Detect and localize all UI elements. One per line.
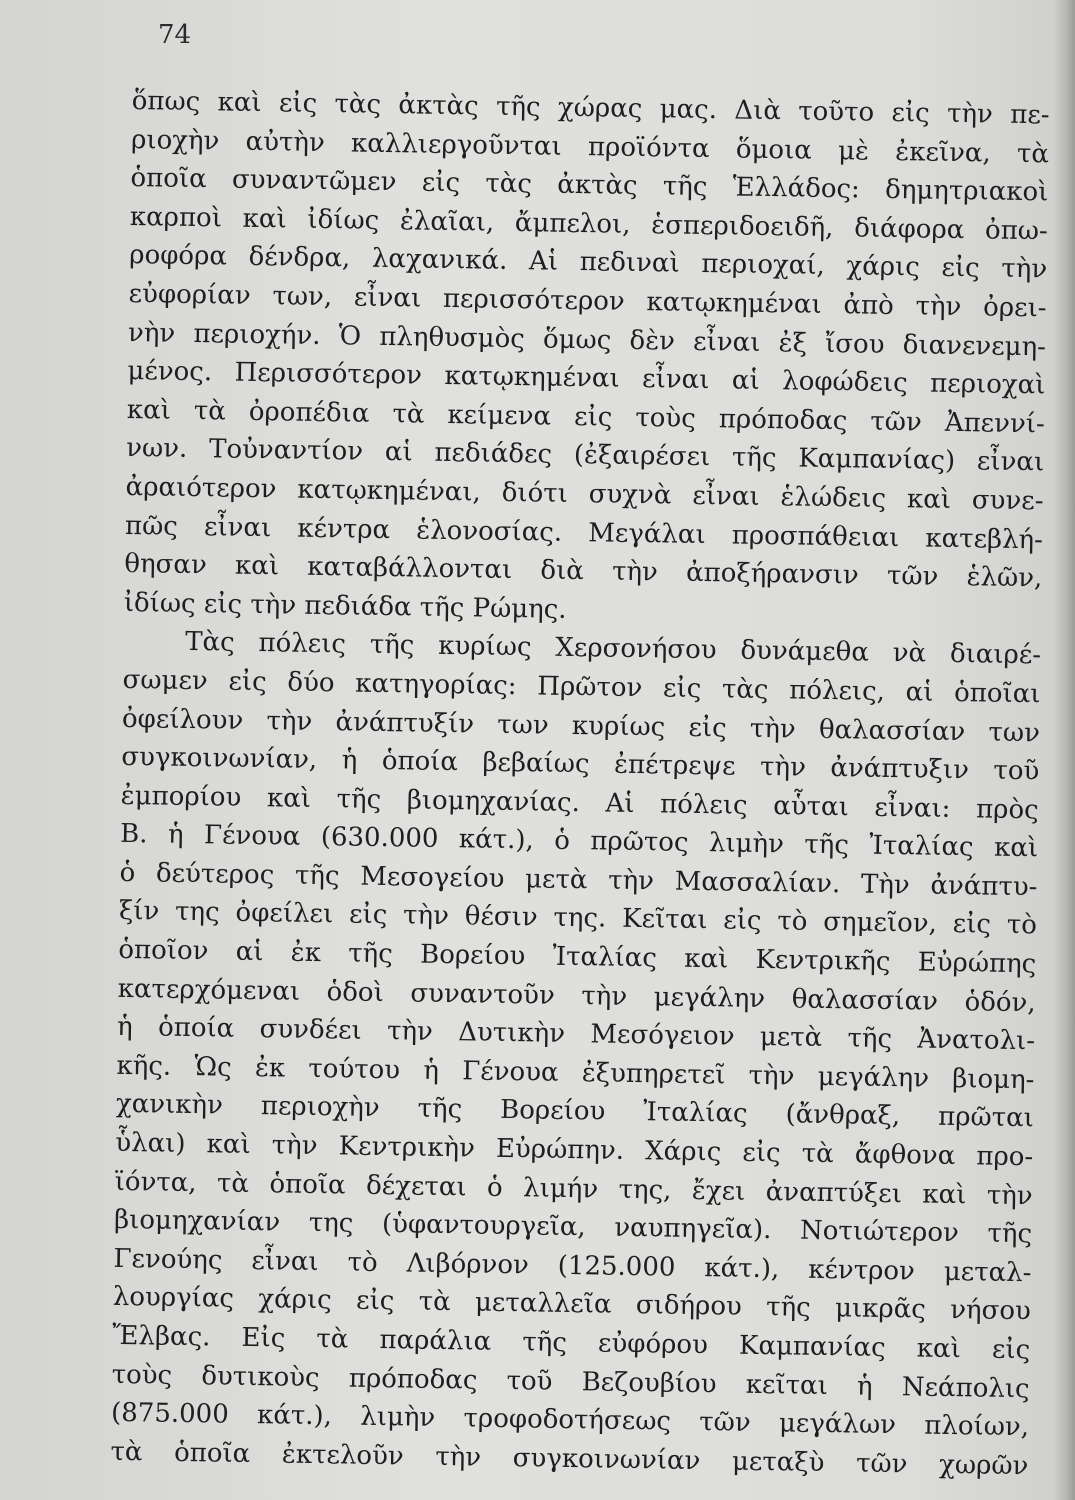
text-line: χανικὴν περιοχὴν τῆς Βορείου Ἰταλίας (ἄνθραξ, πρῶται [115, 1089, 1035, 1134]
text-line: ροφόρα δένδρα, λαχανικά. Αἱ πεδιναὶ περιοχαί, χάρις εἰς τὴν [129, 240, 1048, 285]
text-line: θησαν καὶ καταβάλλονται διὰ τὴν ἀποξήρανσιν τῶν ἑλῶν, [124, 549, 1043, 594]
text-line: τὰ ὁποῖα ἐκτελοῦν τὴν συγκοινωνίαν μεταξὺ τῶν χωρῶν [110, 1436, 1029, 1482]
text-line: ϊόντα, τὰ ὁποῖα δέχεται ὁ λιμήν της, ἔχει ἀναπτύξει καὶ τὴν [114, 1166, 1033, 1211]
text-line: ὁποῖα συναντῶμεν εἰς τὰς ἀκτὰς τῆς Ἑλλάδος: δημητριακοὶ [130, 163, 1049, 208]
text-line: λουργίας χάρις εἰς τὰ μεταλλεῖα σιδήρου τῆς μικρᾶς νήσου [112, 1282, 1032, 1327]
text-line: ἡ ὁποία συνδέει τὴν Δυτικὴν Μεσόγειον μετὰ τῆς Ἀνατολι- [116, 1012, 1036, 1057]
text-line: ἀραιότερον κατῳκημέναι, διότι συχνὰ εἶναι ἑλώδεις καὶ συνε- [125, 471, 1044, 517]
text-line: καὶ τὰ ὀροπέδια τὰ κείμενα εἰς τοὺς πρόποδας τῶν Ἀπεννί- [126, 394, 1045, 440]
text-line: ἐμπορίου καὶ τῆς βιομηχανίας. Αἱ πόλεις αὗται εἶναι: πρὸς [120, 780, 1039, 826]
text-line: νων. Τοὐναντίον αἱ πεδιάδες (ἐξαιρέσει τῆς Καμπανίας) εἶναι [126, 433, 1045, 478]
text-line: κῆς. Ὡς ἐκ τούτου ἡ Γένουα ἐξυπηρετεῖ τὴν μεγάλην βιομη- [116, 1050, 1035, 1096]
text-line: Ἔλβας. Εἰς τὰ παράλια τῆς εὐφόρου Καμπανίας καὶ εἰς [112, 1320, 1031, 1366]
text-line: ἰδίως εἰς τὴν πεδιάδα τῆς Ρώμης. [123, 587, 567, 625]
text-line: τοὺς δυτικοὺς πρόποδας τοῦ Βεζουβίου κεῖται ἡ Νεάπολις [111, 1359, 1030, 1404]
text-line: καρποὶ καὶ ἰδίως ἐλαῖαι, ἄμπελοι, ἑσπεριδοειδῆ, διάφορα ὀπω- [129, 201, 1049, 247]
text-line: ὗλαι) καὶ τὴν Κεντρικὴν Εὐρώπην. Χάρις εἰς τὰ ἄφθονα προ- [115, 1127, 1034, 1173]
text-line: ὅπως καὶ εἰς τὰς ἀκτὰς τῆς χώρας μας. Διὰ τοῦτο εἰς τὴν πε- [131, 85, 1050, 131]
binding-shadow [1053, 0, 1075, 1500]
text-line: ὁποῖον αἱ ἐκ τῆς Βορείου Ἰταλίας καὶ Κεντρικῆς Εὐρώπης [118, 934, 1037, 980]
text-line: νὴν περιοχήν. Ὁ πληθυσμὸς ὅμως δὲν εἶναι ἐξ ἴσου διανενεμη- [127, 317, 1047, 362]
text-line: εὐφορίαν των, εἶναι περισσότερον κατῳκημέναι ἀπὸ τὴν ὀρει- [128, 278, 1047, 324]
text-line: μένος. Περισσότερον κατῳκημέναι εἶναι αἱ λοφώδεις περιοχαὶ [127, 356, 1046, 401]
text-line: Γενούης εἶναι τὸ Λιβόρνον (125.000 κάτ.), κέντρον μεταλ- [113, 1243, 1032, 1289]
text-line: (875.000 κάτ.), λιμὴν τροφοδοτήσεως τῶν μεγάλων πλοίων, [110, 1398, 1030, 1443]
text-line: ὁ δεύτερος τῆς Μεσογείου μετὰ τὴν Μασσαλίαν. Τὴν ἀνάπτυ- [119, 857, 1038, 903]
page-number: 74 [158, 20, 192, 50]
text-line: συγκοινωνίαν, ἡ ὁποία βεβαίως ἐπέτρεψε τὴν ἀνάπτυξιν τοῦ [121, 742, 1040, 787]
text-line: βιομηχανίαν της (ὑφαντουργεῖα, ναυπηγεῖα). Νοτιώτερον τῆς [113, 1205, 1033, 1250]
text-line: ὀφείλουν τὴν ἀνάπτυξίν των κυρίως εἰς τὴν θαλασσίαν των [121, 703, 1041, 748]
text-line: Τὰς πόλεις τῆς κυρίως Χερσονήσου δυνάμεθα νὰ διαιρέ- [184, 627, 1042, 671]
body-text [110, 82, 1050, 1486]
text-line: ριοχὴν αὐτὴν καλλιεργοῦνται προϊόντα ὅμοια μὲ ἐκεῖνα, τὰ [130, 124, 1050, 170]
text-line: σωμεν εἰς δύο κατηγορίας: Πρῶτον εἰς τὰς πόλεις, αἱ ὁποῖαι [122, 664, 1041, 710]
text-line: κατερχόμεναι ὁδοὶ συναντοῦν τὴν μεγάλην θαλασσίαν ὁδόν, [117, 973, 1036, 1018]
text-line: ξίν της ὀφείλει εἰς τὴν θέσιν της. Κεῖται εἰς τὸ σημεῖον, εἰς τὸ [118, 896, 1038, 941]
text-line: Β. ἡ Γένουα (630.000 κάτ.), ὁ πρῶτος λιμὴν τῆς Ἰταλίας καὶ [119, 819, 1039, 864]
text-line: πῶς εἶναι κέντρα ἑλονοσίας. Μεγάλαι προσπάθειαι κατεβλή- [124, 510, 1044, 555]
